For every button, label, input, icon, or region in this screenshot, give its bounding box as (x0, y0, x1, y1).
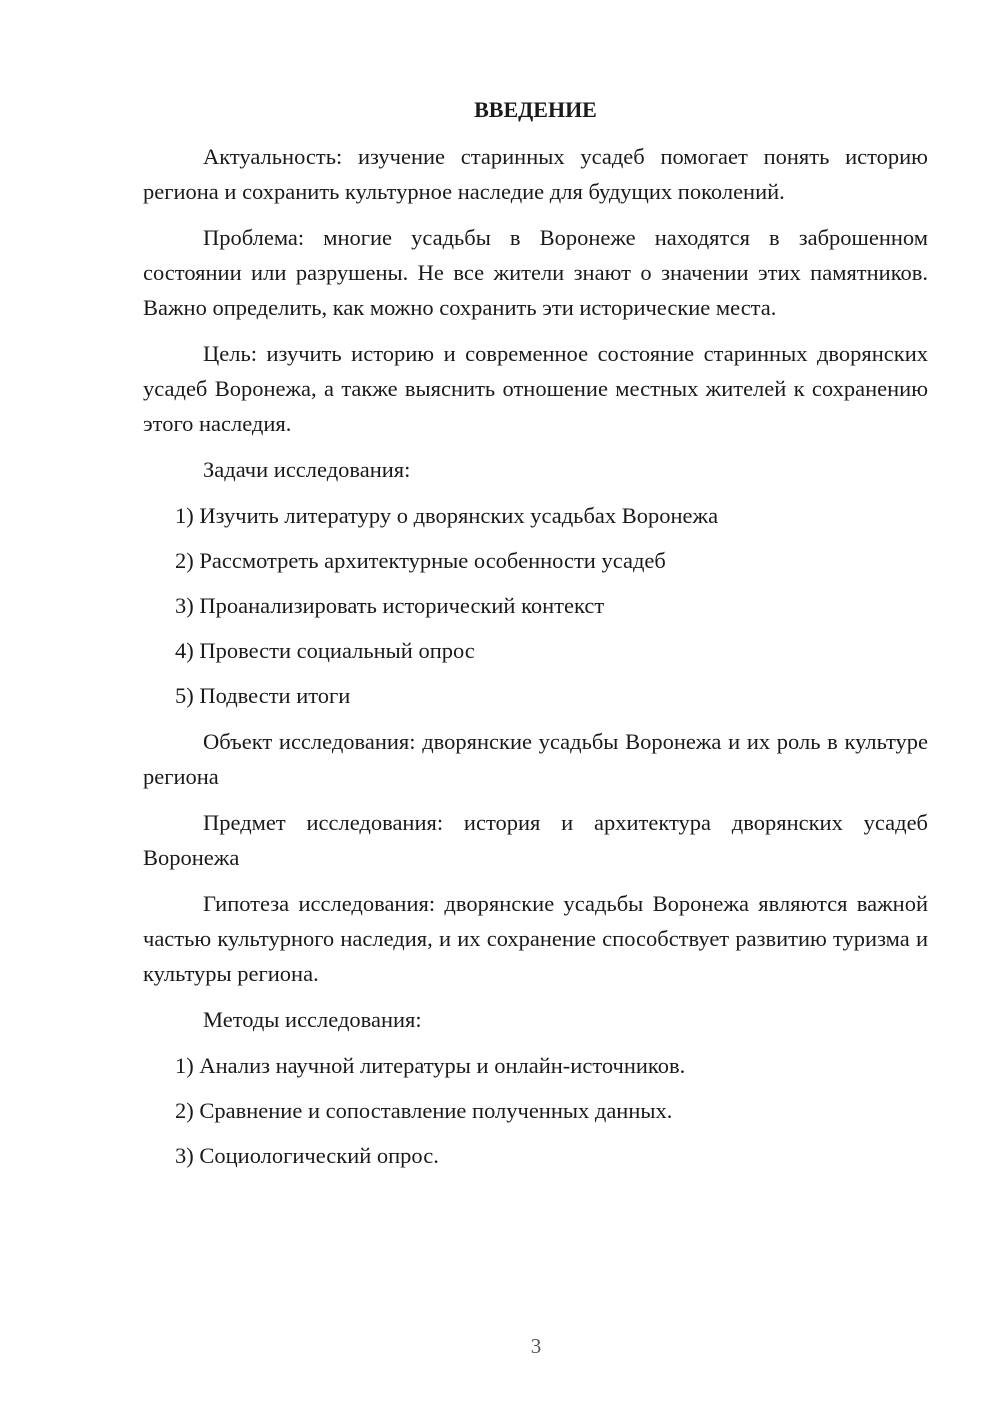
tasks-label: Задачи исследования: (203, 457, 411, 482)
relevance-paragraph: Актуальность: изучение старинных усадеб помогает понять историю региона и сохранить культурное наследие для будущих поколений. (143, 144, 928, 204)
object-paragraph: Объект исследования: дворянские усадьбы Воронежа и их роль в культуре региона (143, 729, 928, 789)
tasks-list (143, 498, 928, 713)
document-page (143, 92, 928, 1184)
task-item: 4) Провести социальный опрос (175, 638, 475, 663)
subject-paragraph: Предмет исследования: история и архитектура дворянских усадеб Воронежа (143, 810, 928, 870)
method-item: 1) Анализ научной литературы и онлайн-источников. (175, 1053, 686, 1078)
section-title: ВВЕДЕНИЕ (474, 97, 597, 122)
hypothesis-paragraph: Гипотеза исследования: дворянские усадьбы Воронежа являются важной частью культурного наследия, и их сохранение способствует развитию туризма и культуры региона. (143, 891, 928, 986)
task-item: 2) Рассмотреть архитектурные особенности усадеб (175, 548, 666, 573)
task-item: 5) Подвести итоги (175, 683, 351, 708)
page-number: 3 (530, 1334, 542, 1358)
methods-list (143, 1048, 928, 1173)
task-item: 3) Проанализировать исторический контекст (175, 593, 605, 618)
problem-paragraph: Проблема: многие усадьбы в Воронеже находятся в заброшенном состоянии или разрушены. Не все жители знают о значении этих памятников. Важно определить, как можно сохранить эти исторические места. (143, 225, 928, 320)
method-item: 3) Социологический опрос. (175, 1143, 439, 1168)
goal-paragraph: Цель: изучить историю и современное состояние старинных дворянских усадеб Воронежа, а также выяснить отношение местных жителей к сохранению этого наследия. (143, 341, 928, 436)
method-item: 2) Сравнение и сопоставление полученных данных. (175, 1098, 673, 1123)
task-item: 1) Изучить литературу о дворянских усадьбах Воронежа (175, 503, 719, 528)
methods-label: Методы исследования: (203, 1007, 422, 1032)
